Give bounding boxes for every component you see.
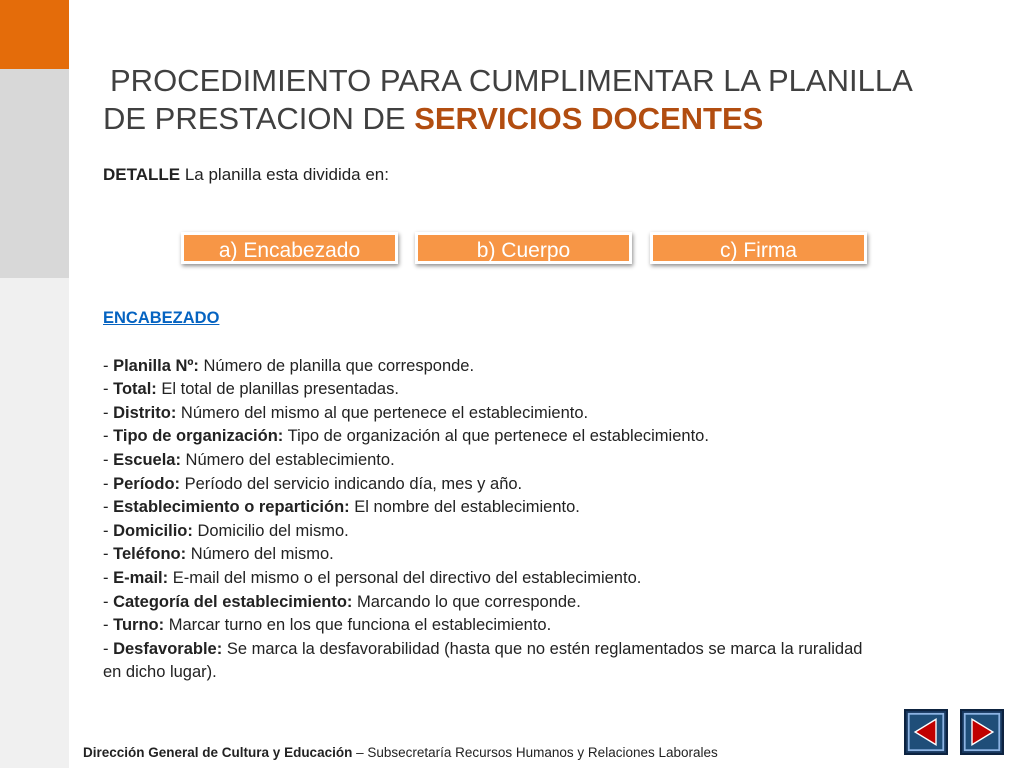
item-text: Se marca la desfavorabilidad (hasta que no estén reglamentados se marca la ruralidad en dicho lugar).: [103, 639, 863, 682]
list-item: - Tipo de organización: Tipo de organización al que pertenece el establecimiento.: [103, 427, 709, 446]
item-text: Marcando lo que corresponde.: [352, 592, 581, 611]
encabezado-button[interactable]: a) Encabezado: [181, 232, 398, 264]
item-text: El nombre del establecimiento.: [349, 498, 580, 517]
slide-title: [103, 62, 1003, 138]
item-label: Tipo de organización:: [113, 427, 284, 446]
item-text: Domicilio del mismo.: [192, 521, 349, 540]
left-light-bar: [0, 278, 69, 768]
encabezado-link[interactable]: ENCABEZADO: [103, 309, 220, 327]
cuerpo-button[interactable]: b) Cuerpo: [415, 232, 632, 264]
item-label: Teléfono:: [113, 545, 187, 564]
title-line-1: PROCEDIMIENTO PARA CUMPLIMENTAR LA PLANILLA: [110, 63, 913, 98]
list-item: - Período: Período del servicio indicando día, mes y año.: [103, 474, 523, 493]
item-text: El total de planillas presentadas.: [156, 380, 399, 399]
list-item: - Planilla Nº: Número de planilla que corresponde.: [103, 356, 475, 375]
previous-slide-button[interactable]: [904, 709, 948, 755]
triangle-right-icon: [962, 711, 1002, 753]
encabezado-section: [103, 307, 883, 685]
item-label: Categoría del establecimiento:: [113, 592, 353, 611]
list-item: - Domicilio: Domicilio del mismo.: [103, 521, 349, 540]
item-text: Número de planilla que corresponde.: [198, 356, 475, 375]
title-line-2-prefix: DE PRESTACION DE: [103, 101, 415, 136]
item-label: Período:: [113, 474, 181, 493]
title-line-2: [103, 101, 763, 136]
left-accent-bar: [0, 0, 69, 69]
detalle-text: [103, 165, 389, 185]
list-item: - Categoría del establecimiento: Marcando lo que corresponde.: [103, 592, 581, 611]
footer-subsecretaria: – Subsecretaría Recursos Humanos y Relaciones Laborales: [352, 745, 718, 760]
footer-text: [83, 745, 718, 760]
detalle-label: DETALLE: [103, 165, 181, 184]
item-label: Total:: [113, 380, 157, 399]
triangle-left-icon: [906, 711, 946, 753]
firma-button[interactable]: c) Firma: [650, 232, 867, 264]
item-label: E-mail:: [113, 568, 169, 587]
item-text: Número del mismo.: [186, 545, 334, 564]
list-item: - Desfavorable: Se marca la desfavorabilidad (hasta que no estén reglamentados se marca la ruralidad en dicho lugar).: [103, 639, 863, 682]
list-item: - E-mail: E-mail del mismo o el personal del directivo del establecimiento.: [103, 568, 642, 587]
detalle-description: La planilla esta dividida en:: [180, 165, 389, 184]
item-text: Período del servicio indicando día, mes y año.: [180, 474, 523, 493]
list-item: - Escuela: Número del establecimiento.: [103, 450, 395, 469]
list-item: - Total: El total de planillas presentadas.: [103, 380, 399, 399]
item-text: Número del mismo al que pertenece el establecimiento.: [176, 403, 589, 422]
next-slide-button[interactable]: [960, 709, 1004, 755]
item-label: Domicilio:: [113, 521, 193, 540]
title-accent: SERVICIOS DOCENTES: [414, 101, 764, 136]
list-item: - Turno: Marcar turno en los que funciona el establecimiento.: [103, 616, 552, 635]
item-label: Distrito:: [113, 403, 177, 422]
item-text: Marcar turno en los que funciona el establecimiento.: [164, 616, 552, 635]
item-label: Escuela:: [113, 450, 181, 469]
list-item: - Distrito: Número del mismo al que pertenece el establecimiento.: [103, 403, 589, 422]
item-label: Establecimiento o repartición:: [113, 498, 350, 517]
item-label: Planilla Nº:: [113, 356, 199, 375]
list-item: - Teléfono: Número del mismo.: [103, 545, 334, 564]
footer-organization: Dirección General de Cultura y Educación: [83, 745, 353, 760]
list-item: - Establecimiento o repartición: El nombre del establecimiento.: [103, 498, 580, 517]
item-text: Número del establecimiento.: [180, 450, 395, 469]
item-label: Desfavorable:: [113, 639, 223, 658]
item-text: E-mail del mismo o el personal del directivo del establecimiento.: [168, 568, 642, 587]
item-text: Tipo de organización al que pertenece el establecimiento.: [283, 427, 709, 446]
item-label: Turno:: [113, 616, 165, 635]
left-gray-bar: [0, 69, 69, 278]
